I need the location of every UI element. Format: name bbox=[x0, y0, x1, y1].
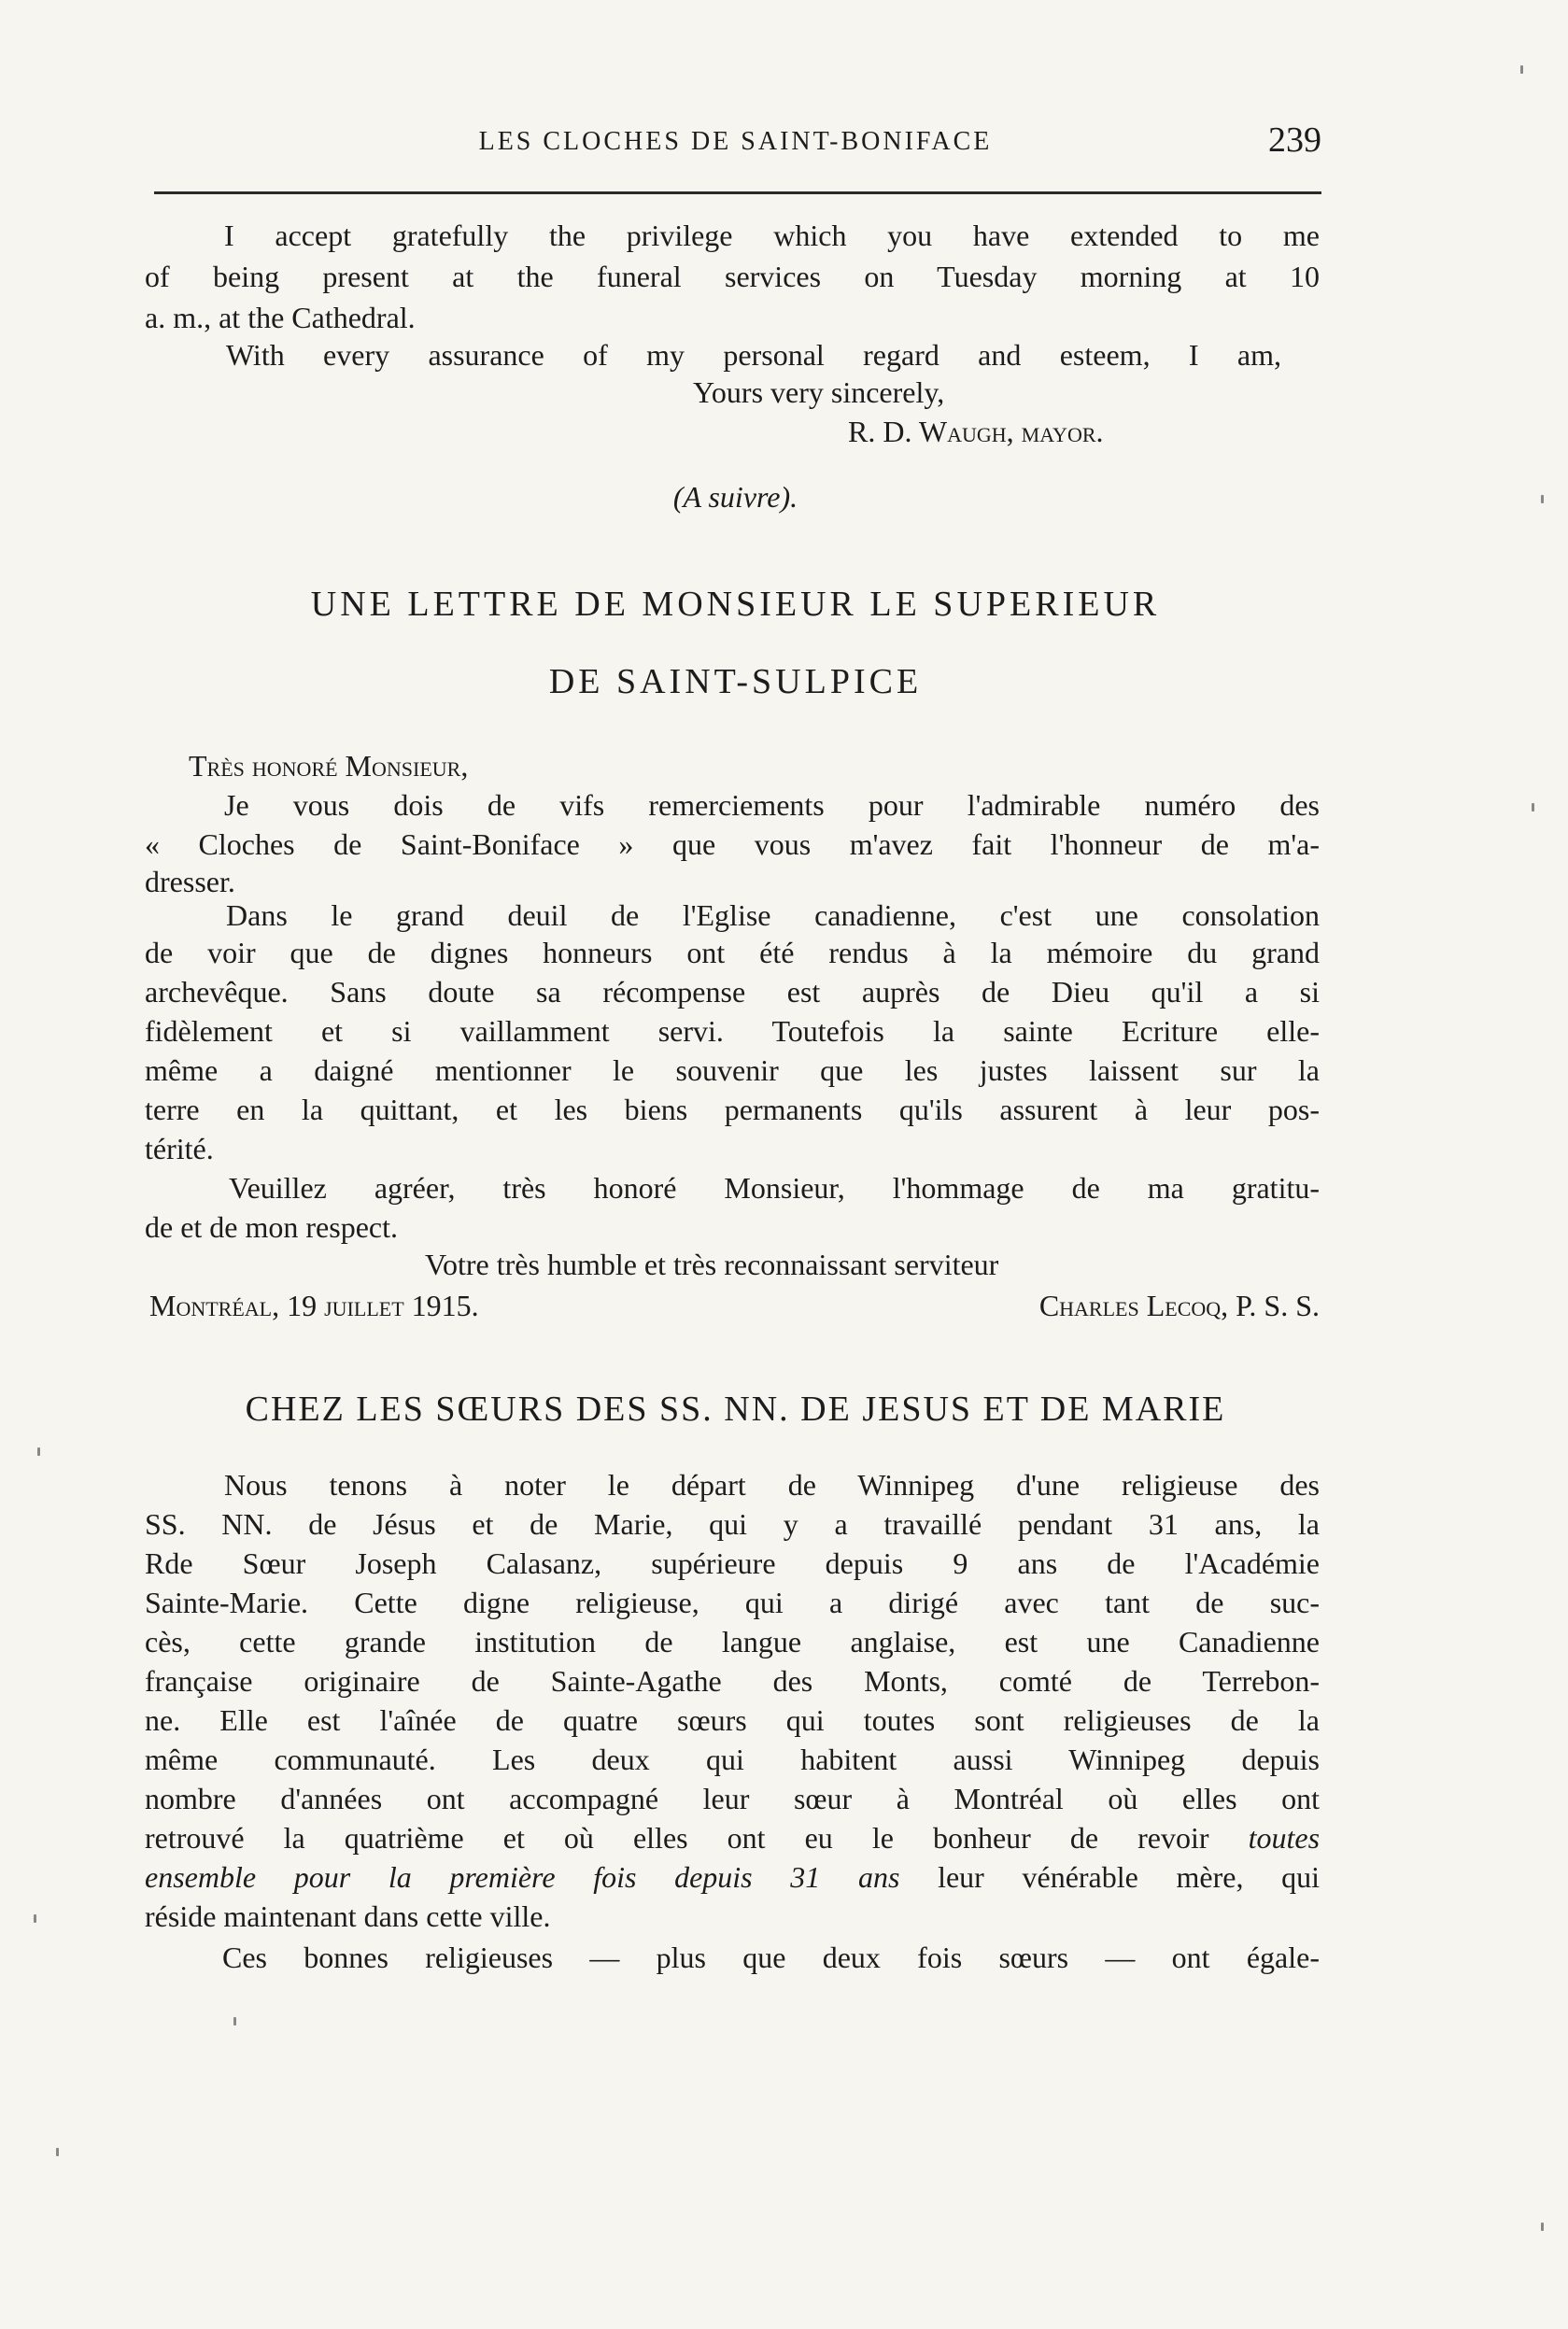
article1-line-12: de et de mon respect. bbox=[145, 1210, 398, 1244]
article2-line-11 bbox=[145, 1858, 1320, 1896]
letter-closing: Yours very sincerely, bbox=[693, 375, 945, 409]
article2-title: CHEZ LES SŒURS DES SS. NN. DE JESUS ET DE MARIE bbox=[245, 1390, 1226, 1429]
article2-line-11-italic: ensemble pour la première fois depuis 31 ans bbox=[145, 1860, 900, 1894]
article2-line-12: réside maintenant dans cette ville. bbox=[145, 1899, 551, 1933]
article2-line-10-italic: toutes bbox=[1248, 1821, 1321, 1855]
article1-line-3: dresser. bbox=[145, 865, 235, 898]
article2-line-8: même communauté. Les deux qui habitent aussi Winnipeg depuis bbox=[145, 1743, 1320, 1776]
salutation: Très honoré Monsieur, bbox=[189, 749, 469, 783]
article2-line-7: ne. Elle est l'aînée de quatre sœurs qui toutes sont religieuses de la bbox=[145, 1703, 1320, 1737]
letter-line-3: a. m., at the Cathedral. bbox=[145, 301, 416, 334]
scan-speck bbox=[34, 1914, 36, 1923]
article2-line-10 bbox=[145, 1819, 1320, 1856]
continued-note: (A suivre). bbox=[672, 480, 798, 514]
scan-speck bbox=[1532, 803, 1534, 812]
article2-line-2: SS. NN. de Jésus et de Marie, qui y a travaillé pendant 31 ans, la bbox=[145, 1507, 1320, 1541]
article1-place-date: Montréal, 19 juillet 1915. bbox=[149, 1289, 479, 1322]
scan-speck bbox=[1520, 65, 1523, 74]
scan-speck bbox=[233, 2017, 236, 2026]
scan-speck bbox=[1541, 2223, 1544, 2231]
article-title-line-2: DE SAINT-SULPICE bbox=[548, 662, 923, 701]
page-number: 239 bbox=[1268, 120, 1321, 160]
header-rule bbox=[154, 191, 1321, 194]
article1-closing: Votre très humble et très reconnaissant serviteur bbox=[425, 1248, 999, 1281]
article1-line-5: de voir que de dignes honneurs ont été rendus à la mémoire du grand bbox=[145, 936, 1320, 969]
article1-signature: Charles Lecoq, P. S. S. bbox=[1038, 1289, 1320, 1322]
article2-line-13: Ces bonnes religieuses — plus que deux fois sœurs — ont égale- bbox=[222, 1941, 1320, 1974]
article1-line-10: térité. bbox=[145, 1132, 214, 1165]
letter-line-1: I accept gratefully the privilege which you have extended to me bbox=[224, 219, 1320, 252]
article1-line-11: Veuillez agréer, très honoré Monsieur, l'hommage de ma gratitu- bbox=[229, 1171, 1320, 1205]
letter-line-2: of being present at the funeral services on Tuesday morning at 10 bbox=[145, 260, 1320, 293]
article2-line-1: Nous tenons à noter le départ de Winnipeg d'une religieuse des bbox=[224, 1468, 1320, 1502]
scan-speck bbox=[37, 1447, 40, 1456]
letter-line-4: With every assurance of my personal regard and esteem, I am, bbox=[226, 338, 1281, 372]
article2-line-6: française originaire de Sainte-Agathe des Monts, comté de Terrebon- bbox=[145, 1664, 1320, 1698]
running-title: LES CLOCHES DE SAINT-BONIFACE bbox=[478, 127, 993, 156]
scan-speck bbox=[1541, 495, 1544, 503]
page-header bbox=[149, 120, 1321, 166]
article2-line-11-text: leur vénérable mère, qui bbox=[938, 1860, 1321, 1894]
article2-line-5: cès, cette grande institution de langue anglaise, est une Canadienne bbox=[145, 1625, 1320, 1659]
article2-line-10-text: retrouvé la quatrième et où elles ont eu le bonheur de revoir bbox=[145, 1821, 1209, 1855]
article2-line-9: nombre d'années ont accompagné leur sœur à Montréal où elles ont bbox=[145, 1782, 1320, 1815]
article2-line-3: Rde Sœur Joseph Calasanz, supérieure depuis 9 ans de l'Académie bbox=[145, 1546, 1320, 1580]
article-title-line-1: UNE LETTRE DE MONSIEUR LE SUPERIEUR bbox=[310, 585, 1161, 624]
article1-line-7: fidèlement et si vaillamment servi. Toutefois la sainte Ecriture elle- bbox=[145, 1014, 1320, 1048]
article1-line-6: archevêque. Sans doute sa récompense est auprès de Dieu qu'il a si bbox=[145, 975, 1320, 1009]
scan-speck bbox=[56, 2148, 59, 2156]
article1-line-2: « Cloches de Saint-Boniface » que vous m'avez fait l'honneur de m'a- bbox=[145, 827, 1320, 861]
article1-line-1: Je vous dois de vifs remerciements pour l'admirable numéro des bbox=[224, 788, 1320, 822]
article2-line-4: Sainte-Marie. Cette digne religieuse, qui a dirigé avec tant de suc- bbox=[145, 1586, 1320, 1619]
article1-line-4: Dans le grand deuil de l'Eglise canadienne, c'est une consolation bbox=[226, 898, 1320, 932]
letter-signature: R. D. Waugh, mayor. bbox=[848, 415, 1104, 448]
article1-line-9: terre en la quittant, et les biens permanents qu'ils assurent à leur pos- bbox=[145, 1093, 1320, 1126]
article1-line-8: même a daigné mentionner le souvenir que les justes laissent sur la bbox=[145, 1053, 1320, 1087]
